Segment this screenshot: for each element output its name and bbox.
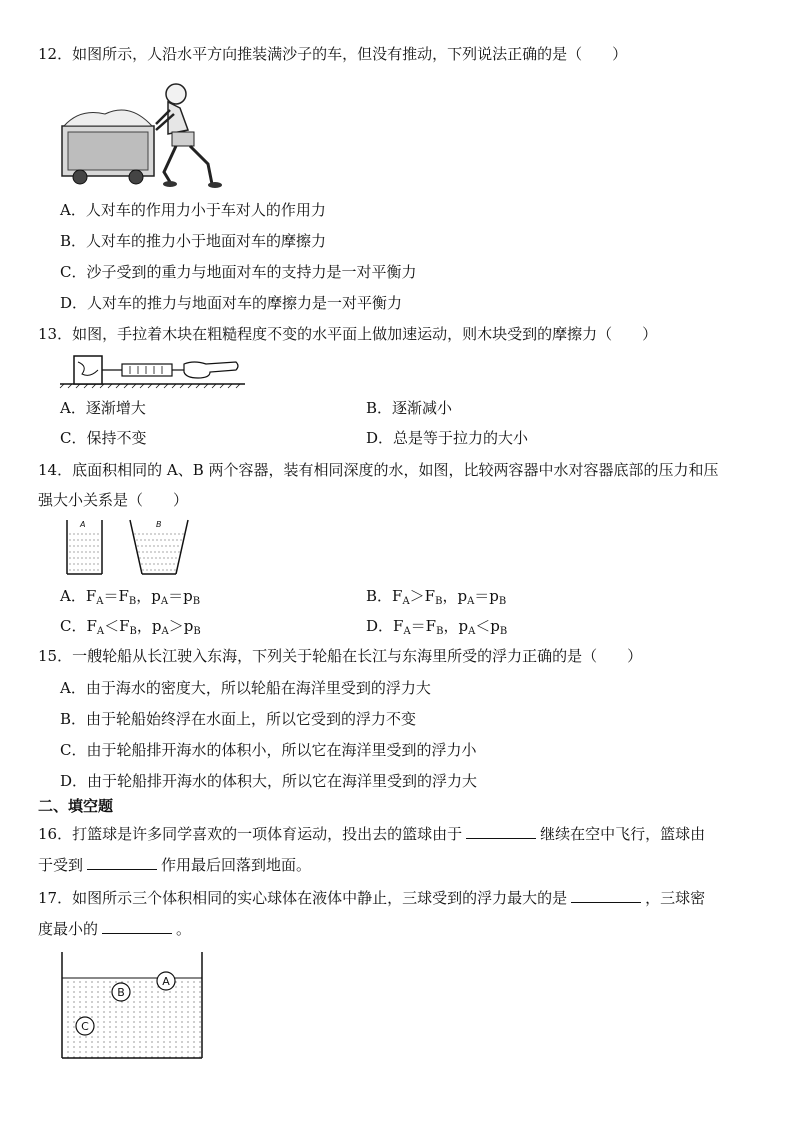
q15-stem: 15．一艘轮船从长江驶入东海，下列关于轮船在长江与东海里所受的浮力正确的是（ ） bbox=[38, 647, 643, 665]
q14-figure-containers bbox=[62, 518, 202, 578]
q15-option-c: C．由于轮船排开海水的体积小，所以它在海洋里受到的浮力小 bbox=[60, 741, 477, 759]
q15-option-b: B．由于轮船始终浮在水面上，所以它受到的浮力不变 bbox=[60, 710, 417, 728]
ball-b-label: B bbox=[117, 986, 125, 999]
q13-figure-hand-pulling-block bbox=[60, 352, 250, 388]
q13-option-b: B．逐渐减小 bbox=[366, 399, 453, 417]
ball-a-label: A bbox=[162, 975, 170, 988]
ball-c-label: C bbox=[81, 1020, 89, 1033]
q16-line1: 16．打篮球是许多同学喜欢的一项体育运动，投出去的篮球由于 继续在空中飞行，篮球由 bbox=[38, 825, 706, 843]
section-heading-fill-in: 二、填空题 bbox=[38, 797, 114, 815]
q15-option-a: A．由于海水的密度大，所以轮船在海洋里受到的浮力大 bbox=[60, 679, 431, 697]
q17-figure-balls-in-liquid bbox=[60, 950, 210, 1062]
q12-option-b: B．人对车的推力小于地面对车的摩擦力 bbox=[60, 232, 327, 250]
q12-option-d: D．人对车的推力与地面对车的摩擦力是一对平衡力 bbox=[60, 294, 403, 312]
q17-line2: 度最小的 。 bbox=[38, 920, 192, 938]
q12-stem: 12．如图所示，人沿水平方向推装满沙子的车，但没有推动，下列说法正确的是（ ） bbox=[38, 45, 628, 63]
q17-line1: 17．如图所示三个体积相同的实心球体在液体中静止，三球受到的浮力最大的是 ，三球密 bbox=[38, 889, 706, 907]
q13-stem: 13．如图，手拉着木块在粗糙程度不变的水平面上做加速运动，则木块受到的摩擦力（ ） bbox=[38, 325, 658, 343]
q12-option-c: C．沙子受到的重力与地面对车的支持力是一对平衡力 bbox=[60, 263, 417, 281]
q14-option-b: B．$F_A>F_B$，$p_A=p_B$ bbox=[366, 587, 507, 607]
q13-option-c: C．保持不变 bbox=[60, 429, 147, 447]
q14-figure-label-b: B bbox=[156, 520, 162, 529]
q14-option-d: D．$F_A=F_B$，$p_A<p_B$ bbox=[366, 617, 508, 637]
q17-blank-1[interactable] bbox=[571, 888, 641, 903]
q17-blank-2[interactable] bbox=[102, 919, 172, 934]
q14-stem-line1: 14．底面积相同的 A、B 两个容器，装有相同深度的水，如图，比较两容器中水对容器底部的压力和压 bbox=[38, 461, 719, 479]
q14-option-c: C．$F_A<F_B$，$p_A>p_B$ bbox=[60, 617, 201, 637]
q15-option-d: D．由于轮船排开海水的体积大，所以它在海洋里受到的浮力大 bbox=[60, 772, 478, 790]
q16-line2: 于受到 作用最后回落到地面。 bbox=[38, 856, 312, 874]
q12-figure-person-pushing-cart bbox=[60, 80, 240, 190]
q14-option-a: A．$F_A=F_B$，$p_A=p_B$ bbox=[60, 587, 201, 607]
q16-blank-2[interactable] bbox=[87, 855, 157, 870]
q13-option-d: D．总是等于拉力的大小 bbox=[366, 429, 529, 447]
q16-blank-1[interactable] bbox=[466, 824, 536, 839]
q14-stem-line2: 强大小关系是（ ） bbox=[38, 491, 189, 509]
q13-option-a: A．逐渐增大 bbox=[60, 399, 146, 417]
q12-option-a: A．人对车的作用力小于车对人的作用力 bbox=[60, 201, 326, 219]
q14-figure-label-a: A bbox=[80, 520, 86, 529]
